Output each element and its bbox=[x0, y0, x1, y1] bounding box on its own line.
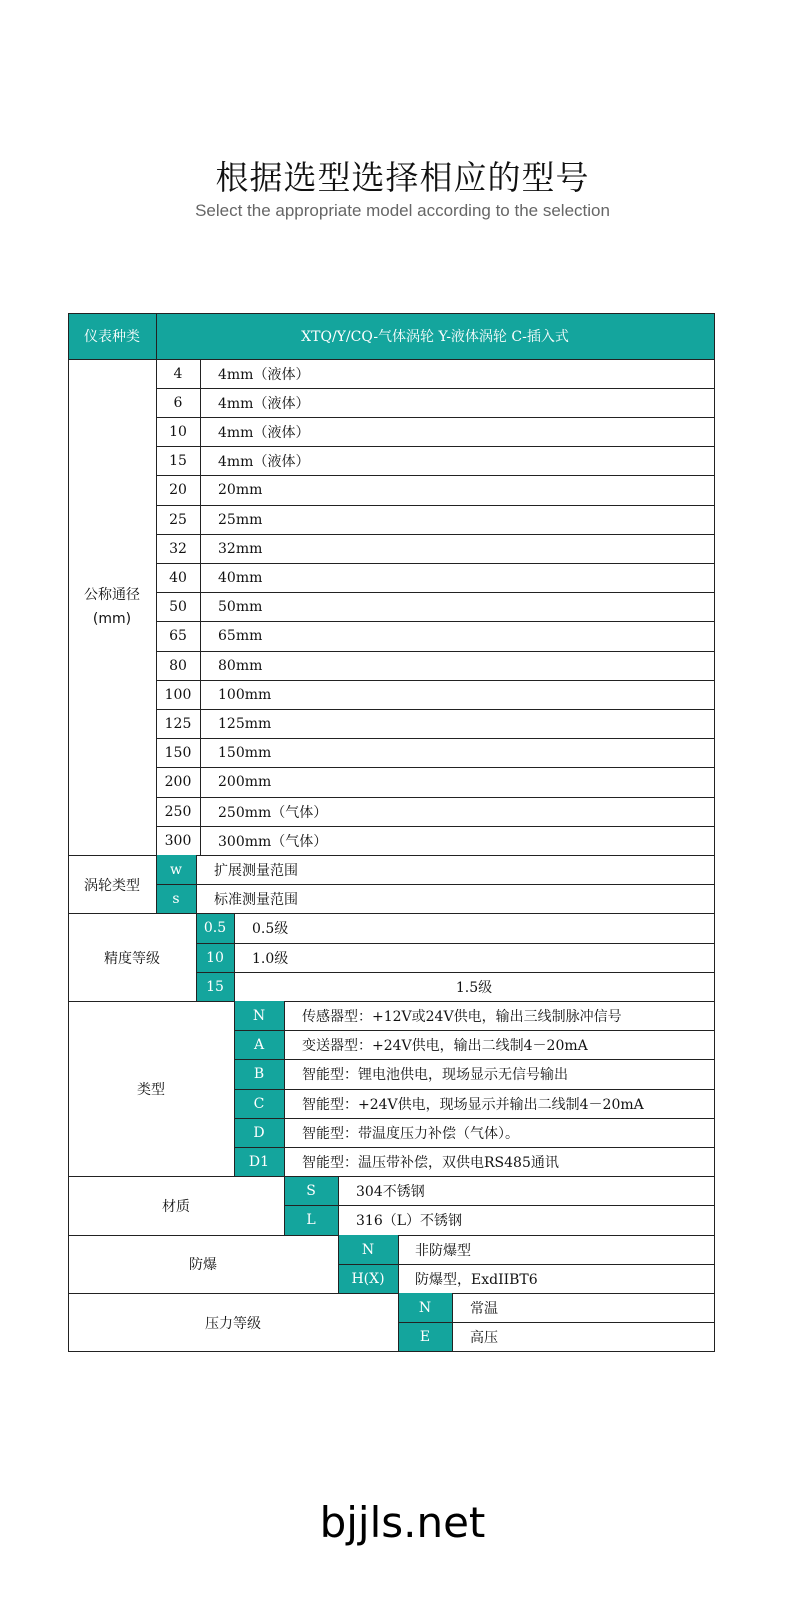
option-code: A bbox=[253, 1037, 265, 1054]
option-code: 0.5 bbox=[203, 920, 227, 937]
diameter-desc: 4mm（液体） bbox=[218, 366, 310, 383]
option-code: s bbox=[172, 891, 180, 908]
diameter-desc: 40mm bbox=[218, 569, 263, 586]
option-code: 15 bbox=[206, 978, 224, 995]
option-code: N bbox=[252, 1007, 266, 1024]
diameter-desc: 300mm（气体） bbox=[218, 833, 328, 850]
grid-line bbox=[200, 359, 201, 855]
diameter-code: 250 bbox=[164, 803, 192, 820]
grid-line bbox=[156, 359, 157, 855]
diameter-code: 150 bbox=[164, 745, 192, 762]
grid-line bbox=[398, 1322, 714, 1323]
grid-line bbox=[234, 1089, 714, 1090]
grid-line bbox=[156, 709, 714, 710]
diameter-desc: 200mm bbox=[218, 774, 272, 791]
grid-line bbox=[156, 505, 714, 506]
grid-line bbox=[284, 1177, 285, 1235]
diameter-desc: 20mm bbox=[218, 482, 263, 499]
grid-line bbox=[234, 1001, 235, 1176]
grid-line bbox=[338, 1264, 714, 1265]
option-code: B bbox=[253, 1066, 265, 1083]
section-label: 防爆 bbox=[189, 1257, 217, 1274]
diameter-desc: 80mm bbox=[218, 657, 263, 674]
diameter-desc: 65mm bbox=[218, 628, 263, 645]
diameter-desc: 50mm bbox=[218, 599, 263, 616]
option-desc: 传感器型：+12V或24V供电，输出三线制脉冲信号 bbox=[302, 1008, 622, 1025]
grid-line bbox=[156, 651, 714, 652]
grid-line bbox=[156, 388, 714, 389]
option-desc: 0.5级 bbox=[252, 921, 289, 938]
diameter-desc: 25mm bbox=[218, 511, 263, 528]
diameter-code: 40 bbox=[169, 569, 187, 586]
diameter-label bbox=[68, 359, 156, 855]
grid-line bbox=[68, 359, 714, 360]
diameter-desc: 4mm（液体） bbox=[218, 454, 310, 471]
option-code: S bbox=[306, 1183, 316, 1200]
grid-line bbox=[196, 914, 197, 1002]
grid-line bbox=[156, 475, 714, 476]
diameter-code: 100 bbox=[164, 686, 192, 703]
option-desc: 智能型：带温度压力补偿（气体）。 bbox=[302, 1125, 519, 1142]
grid-line bbox=[68, 313, 69, 1352]
option-code: D bbox=[253, 1124, 265, 1141]
page-title: 根据选型选择相应的型号 bbox=[215, 158, 590, 197]
grid-line bbox=[156, 680, 714, 681]
option-desc: 316（L）不锈钢 bbox=[356, 1213, 463, 1230]
grid-line bbox=[156, 563, 714, 564]
diameter-desc: 250mm（气体） bbox=[218, 804, 328, 821]
diameter-desc: 4mm（液体） bbox=[218, 395, 310, 412]
option-desc: 304不锈钢 bbox=[356, 1184, 425, 1201]
option-desc: 变送器型：+24V供电，输出二线制4－20mA bbox=[302, 1038, 588, 1055]
option-desc: 高压 bbox=[470, 1330, 498, 1347]
grid-line bbox=[196, 972, 714, 973]
grid-line bbox=[156, 738, 714, 739]
diameter-code: 4 bbox=[173, 365, 183, 382]
grid-line bbox=[234, 1147, 714, 1148]
grid-line bbox=[156, 534, 714, 535]
grid-line bbox=[196, 943, 714, 944]
diameter-code: 10 bbox=[169, 423, 187, 440]
grid-line bbox=[156, 592, 714, 593]
diameter-code: 32 bbox=[169, 540, 187, 557]
grid-line bbox=[338, 1177, 339, 1235]
grid-line bbox=[234, 1059, 714, 1060]
diameter-code: 200 bbox=[164, 774, 192, 791]
grid-line bbox=[156, 855, 157, 913]
option-code: N bbox=[418, 1299, 432, 1316]
option-desc: 智能型：+24V供电，现场显示并输出二线制4－20mA bbox=[302, 1096, 644, 1113]
grid-line bbox=[284, 1205, 714, 1206]
diameter-desc: 150mm bbox=[218, 745, 272, 762]
section-label: 材质 bbox=[162, 1198, 190, 1215]
grid-line bbox=[156, 446, 714, 447]
option-code: H(X) bbox=[351, 1270, 385, 1287]
diameter-code: 25 bbox=[169, 511, 187, 528]
option-code: C bbox=[253, 1095, 265, 1112]
diameter-unit-text: (mm) bbox=[92, 611, 132, 628]
option-desc: 非防爆型 bbox=[415, 1242, 471, 1259]
option-code: E bbox=[419, 1329, 431, 1346]
grid-line bbox=[156, 826, 714, 827]
option-desc: 1.5级 bbox=[455, 979, 493, 996]
diameter-code: 80 bbox=[169, 657, 187, 674]
diameter-desc: 100mm bbox=[218, 686, 272, 703]
option-desc: 智能型：温压带补偿，双供电RS485通讯 bbox=[302, 1154, 559, 1171]
grid-line bbox=[398, 1293, 399, 1351]
page-subtitle: Select the appropriate model according to the selection bbox=[195, 201, 610, 220]
option-code: N bbox=[361, 1241, 375, 1258]
grid-line bbox=[234, 914, 235, 1002]
grid-line bbox=[398, 1235, 399, 1293]
grid-line bbox=[68, 313, 714, 314]
diameter-code: 300 bbox=[164, 832, 192, 849]
option-desc: 常温 bbox=[470, 1300, 498, 1317]
diameter-code: 15 bbox=[169, 453, 187, 470]
option-code: 10 bbox=[206, 949, 224, 966]
header-value: XTQ/Y/CQ-气体涡轮 Y-液体涡轮 C-插入式 bbox=[301, 329, 569, 345]
grid-line bbox=[156, 313, 157, 359]
section-label: 压力等级 bbox=[205, 1315, 261, 1332]
diameter-code: 50 bbox=[169, 599, 187, 616]
option-desc: 1.0级 bbox=[252, 950, 289, 967]
grid-line bbox=[156, 797, 714, 798]
grid-line bbox=[156, 621, 714, 622]
grid-line bbox=[714, 313, 715, 1352]
option-desc: 智能型：锂电池供电，现场显示无信号输出 bbox=[302, 1067, 568, 1084]
option-code: w bbox=[170, 861, 182, 878]
grid-line bbox=[156, 767, 714, 768]
grid-line bbox=[234, 1118, 714, 1119]
section-label: 涡轮类型 bbox=[84, 877, 140, 894]
diameter-code: 65 bbox=[169, 628, 187, 645]
option-desc: 标准测量范围 bbox=[214, 892, 298, 909]
diameter-label-text: 公称通径 bbox=[84, 587, 140, 604]
grid-line bbox=[156, 417, 714, 418]
diameter-code: 125 bbox=[164, 715, 192, 732]
option-code: D1 bbox=[248, 1153, 270, 1170]
grid-line bbox=[338, 1235, 339, 1293]
section-label: 精度等级 bbox=[104, 950, 160, 967]
grid-line bbox=[452, 1293, 453, 1351]
grid-line bbox=[68, 1351, 714, 1352]
diameter-code: 6 bbox=[173, 394, 183, 411]
diameter-code: 20 bbox=[169, 482, 187, 499]
grid-line bbox=[196, 855, 197, 913]
option-desc: 扩展测量范围 bbox=[214, 862, 298, 879]
header-label: 仪表种类 bbox=[84, 329, 140, 345]
grid-line bbox=[234, 1030, 714, 1031]
watermark: bjjls.net bbox=[319, 1498, 486, 1547]
section-label: 类型 bbox=[137, 1081, 165, 1098]
diameter-desc: 125mm bbox=[218, 715, 272, 732]
diameter-desc: 4mm（液体） bbox=[218, 424, 310, 441]
diameter-desc: 32mm bbox=[218, 540, 263, 557]
option-code: L bbox=[306, 1212, 316, 1229]
grid-line bbox=[284, 1001, 285, 1176]
grid-line bbox=[156, 884, 714, 885]
option-desc: 防爆型，ExdIIBT6 bbox=[415, 1271, 538, 1288]
